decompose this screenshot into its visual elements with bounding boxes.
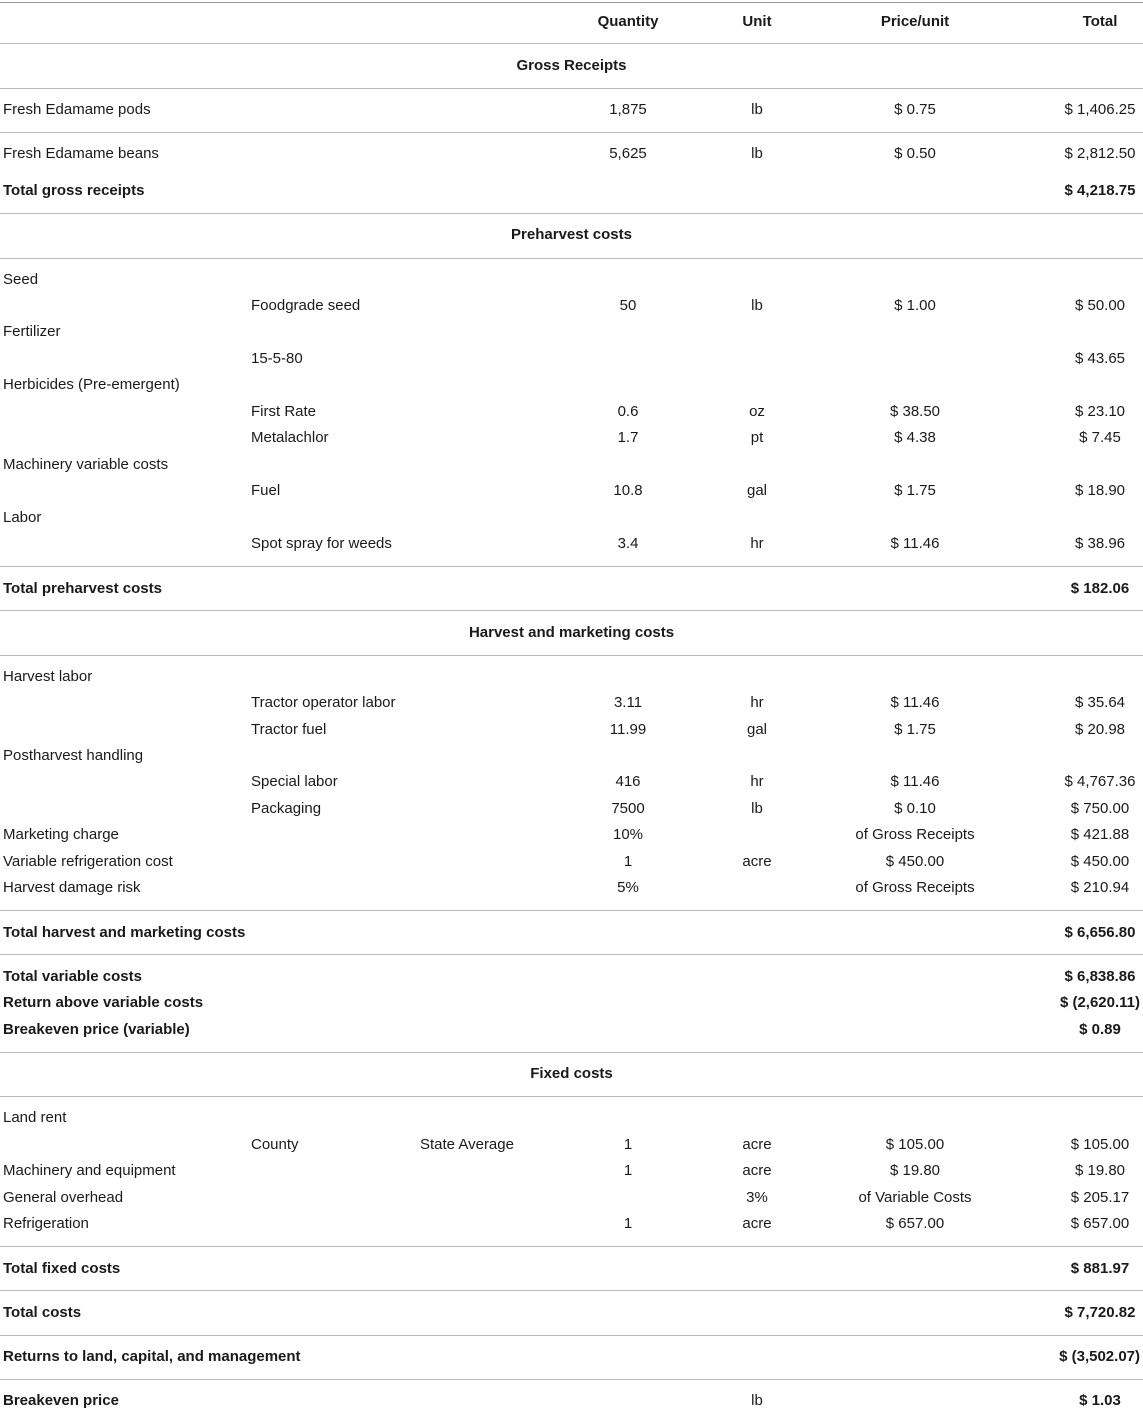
- row-unit: acre: [742, 1162, 772, 1179]
- row-unit: hr: [750, 535, 764, 552]
- table-row: [0, 346, 1143, 372]
- row-unit: lb: [751, 297, 763, 314]
- row-price: $ 11.46: [890, 694, 940, 711]
- summary-value: $ 6,838.86: [1064, 968, 1136, 985]
- divider: [0, 88, 1143, 89]
- summary-label: Return above variable costs: [3, 994, 204, 1011]
- section-heading: [0, 1061, 1143, 1087]
- row-price: $ 1.75: [894, 721, 936, 738]
- row-item: Refrigeration: [3, 1215, 89, 1232]
- row-price: $ 0.10: [894, 800, 936, 817]
- divider: [0, 655, 1143, 656]
- row-total: $ 4,767.36: [1064, 773, 1136, 790]
- row-unit: acre: [742, 853, 772, 870]
- row-quantity: 1: [623, 1215, 633, 1232]
- row-total: $ 20.98: [1074, 721, 1126, 738]
- category-row: [0, 505, 1143, 531]
- divider: [0, 258, 1143, 259]
- row-quantity: 1: [623, 853, 633, 870]
- row-item: Marketing charge: [3, 826, 119, 843]
- row-price: $ 38.50: [889, 403, 941, 420]
- row-unit: gal: [746, 482, 768, 499]
- gross-receipts-title: Gross Receipts: [516, 57, 627, 74]
- row-unit: acre: [742, 1136, 772, 1153]
- row-price: of Variable Costs: [858, 1189, 972, 1206]
- row-item: Fresh Edamame pods: [3, 101, 151, 118]
- row-price: $ 1.00: [894, 297, 936, 314]
- table-row: [0, 531, 1143, 557]
- category-label: Seed: [3, 271, 39, 288]
- category-label: Herbicides (Pre-emergent): [3, 376, 180, 393]
- total-value: $ 6,656.80: [1064, 924, 1136, 941]
- table-row: [0, 478, 1143, 504]
- category-label: Fertilizer: [3, 323, 61, 340]
- row-quantity: 1.7: [617, 429, 639, 446]
- row-total: $ 1,406.25: [1064, 101, 1136, 118]
- section-heading: [0, 53, 1143, 79]
- row-total: $ 105.00: [1070, 1136, 1130, 1153]
- row-price: $ 0.75: [894, 101, 936, 118]
- table-row: [0, 1132, 1143, 1158]
- total-row: [0, 576, 1143, 602]
- total-label: Total gross receipts: [3, 182, 145, 199]
- table-row: [0, 293, 1143, 319]
- row-unit: acre: [742, 1215, 772, 1232]
- total-value: $ 881.97: [1070, 1260, 1130, 1277]
- category-row: [0, 743, 1143, 769]
- category-row: [0, 372, 1143, 398]
- row-total: $ 50.00: [1074, 297, 1126, 314]
- row-item: General overhead: [3, 1189, 124, 1206]
- row-quantity: 1: [623, 1162, 633, 1179]
- row-item: 15-5-80: [251, 350, 303, 367]
- total-value: $ (3,502.07): [1059, 1348, 1140, 1365]
- table-row: [0, 849, 1143, 875]
- table-row: [0, 97, 1143, 123]
- row-quantity: 3.4: [617, 535, 639, 552]
- row-price: $ 19.80: [889, 1162, 941, 1179]
- total-row: [0, 1300, 1143, 1326]
- total-row: [0, 178, 1143, 204]
- total-label: Total preharvest costs: [3, 580, 162, 597]
- row-total: $ 38.96: [1074, 535, 1126, 552]
- total-value: $ 182.06: [1070, 580, 1130, 597]
- row-item: First Rate: [251, 403, 317, 420]
- table-row: [0, 690, 1143, 716]
- row-total: $ 19.80: [1074, 1162, 1126, 1179]
- row-item: Machinery and equipment: [3, 1162, 176, 1179]
- row-total: $ 450.00: [1070, 853, 1130, 870]
- row-unit: gal: [746, 721, 768, 738]
- table-row: [0, 769, 1143, 795]
- divider: [0, 566, 1143, 567]
- header-total: Total: [1082, 13, 1118, 30]
- row-price: of Gross Receipts: [855, 826, 975, 843]
- divider: [0, 1379, 1143, 1380]
- header-quantity: Quantity: [597, 13, 659, 30]
- category-label: Labor: [3, 509, 42, 526]
- row-unit: lb: [751, 101, 763, 118]
- row-total: $ 210.94: [1070, 879, 1130, 896]
- row-item: Fresh Edamame beans: [3, 145, 159, 162]
- header-row: [0, 9, 1143, 35]
- divider: [0, 132, 1143, 133]
- header-unit: Unit: [742, 13, 772, 30]
- divider: [0, 954, 1143, 955]
- table-row: [0, 399, 1143, 425]
- category-row: [0, 319, 1143, 345]
- row-total: $ 35.64: [1074, 694, 1126, 711]
- row-quantity: 1,875: [609, 101, 647, 118]
- category-label: Land rent: [3, 1109, 67, 1126]
- divider: [0, 1052, 1143, 1053]
- category-label: Harvest labor: [3, 668, 93, 685]
- table-row: [0, 717, 1143, 743]
- row-price: $ 4.38: [894, 429, 936, 446]
- row-item: Metalachlor: [251, 429, 329, 446]
- table-row: [0, 1185, 1143, 1211]
- total-row: [0, 1256, 1143, 1282]
- summary-label: Breakeven price (variable): [3, 1021, 190, 1038]
- row-item: Foodgrade seed: [251, 297, 361, 314]
- total-row: [0, 920, 1143, 946]
- row-quantity: 10.8: [613, 482, 643, 499]
- total-value: $ 7,720.82: [1064, 1304, 1136, 1321]
- row-item: Packaging: [251, 800, 322, 817]
- row-unit: lb: [751, 145, 763, 162]
- row-price: $ 11.46: [890, 535, 940, 552]
- summary-row: [0, 1017, 1143, 1043]
- table-row: [0, 796, 1143, 822]
- row-quantity: 0.6: [617, 403, 639, 420]
- total-value: $ 4,218.75: [1064, 182, 1136, 199]
- row-price: $ 1.75: [894, 482, 936, 499]
- total-label: Breakeven price: [3, 1392, 119, 1409]
- summary-label: Total variable costs: [3, 968, 142, 985]
- divider: [0, 1096, 1143, 1097]
- table-row: [0, 425, 1143, 451]
- row-quantity: 7500: [611, 800, 645, 817]
- row-price: $ 105.00: [885, 1136, 945, 1153]
- table-row: [0, 875, 1143, 901]
- table-row: [0, 1211, 1143, 1237]
- row-price: $ 0.50: [894, 145, 936, 162]
- row-item: County: [251, 1136, 299, 1153]
- fixed-title: Fixed costs: [530, 1065, 613, 1082]
- divider: [0, 43, 1143, 44]
- divider: [0, 213, 1143, 214]
- category-label: Machinery variable costs: [3, 456, 169, 473]
- table-row: [0, 141, 1143, 167]
- category-row: [0, 1105, 1143, 1131]
- row-total: $ 43.65: [1074, 350, 1126, 367]
- row-unit: oz: [749, 403, 765, 420]
- row-item: Tractor fuel: [251, 721, 327, 738]
- row-unit: lb: [751, 800, 763, 817]
- total-row: [0, 1388, 1143, 1414]
- row-price: of Gross Receipts: [855, 879, 975, 896]
- total-row: [0, 1344, 1143, 1370]
- row-total: $ 2,812.50: [1064, 145, 1136, 162]
- total-label: Returns to land, capital, and management: [3, 1348, 301, 1365]
- row-total: $ 7.45: [1079, 429, 1121, 446]
- total-label: Total fixed costs: [3, 1260, 121, 1277]
- section-heading: [0, 620, 1143, 646]
- summary-value: $ (2,620.11): [1059, 994, 1140, 1011]
- divider: [0, 1246, 1143, 1247]
- row-item: Tractor operator labor: [251, 694, 396, 711]
- category-label: Postharvest handling: [3, 747, 144, 764]
- summary-value: $ 0.89: [1079, 1021, 1121, 1038]
- row-total: $ 750.00: [1070, 800, 1130, 817]
- category-row: [0, 267, 1143, 293]
- header-price-unit: Price/unit: [880, 13, 950, 30]
- row-item: Special labor: [251, 773, 338, 790]
- preharvest-title: Preharvest costs: [511, 226, 632, 243]
- table-top-rule: [0, 2, 1143, 3]
- divider: [0, 610, 1143, 611]
- total-label: Total harvest and marketing costs: [3, 924, 246, 941]
- harvest-title: Harvest and marketing costs: [468, 624, 675, 641]
- row-price: $ 657.00: [885, 1215, 945, 1232]
- row-quantity: 11.99: [609, 721, 647, 738]
- divider: [0, 1335, 1143, 1336]
- table-row: [0, 1158, 1143, 1184]
- row-quantity: 416: [615, 773, 641, 790]
- row-quantity: 1: [623, 1136, 633, 1153]
- row-unit: hr: [750, 773, 764, 790]
- category-row: [0, 452, 1143, 478]
- summary-row: [0, 990, 1143, 1016]
- row-total: $ 23.10: [1074, 403, 1126, 420]
- row-item: Fuel: [251, 482, 281, 499]
- row-quantity: 50: [619, 297, 637, 314]
- row-quantity: 3.11: [613, 694, 643, 711]
- row-unit: pt: [750, 429, 764, 446]
- row-item: Variable refrigeration cost: [3, 853, 173, 870]
- row-quantity: 5,625: [609, 145, 647, 162]
- row-total: $ 18.90: [1074, 482, 1126, 499]
- row-quantity: 5%: [617, 879, 639, 896]
- row-item: Spot spray for weeds: [251, 535, 392, 552]
- row-total: $ 205.17: [1070, 1189, 1130, 1206]
- row-unit: lb: [751, 1392, 763, 1409]
- total-label: Total costs: [3, 1304, 82, 1321]
- table-row: [0, 822, 1143, 848]
- row-price: $ 11.46: [890, 773, 940, 790]
- row-quantity: 10%: [612, 826, 644, 843]
- row-total: $ 657.00: [1070, 1215, 1130, 1232]
- divider: [0, 1290, 1143, 1291]
- category-row: [0, 664, 1143, 690]
- row-price: $ 450.00: [885, 853, 945, 870]
- divider: [0, 910, 1143, 911]
- row-unit: hr: [750, 694, 764, 711]
- section-heading: [0, 222, 1143, 248]
- total-value: $ 1.03: [1079, 1392, 1121, 1409]
- row-detail: State Average: [420, 1136, 514, 1153]
- summary-row: [0, 964, 1143, 990]
- row-unit: 3%: [746, 1189, 768, 1206]
- row-total: $ 421.88: [1070, 826, 1130, 843]
- row-item: Harvest damage risk: [3, 879, 141, 896]
